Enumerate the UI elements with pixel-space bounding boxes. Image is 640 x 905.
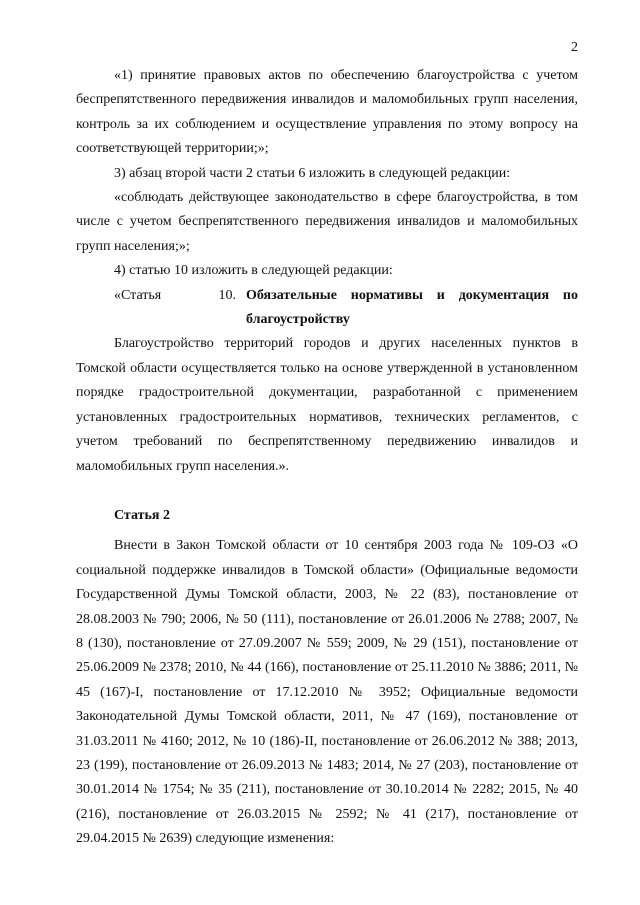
article-10-number: 10. (218, 287, 236, 303)
article-10-title-line-2: благоустройству (246, 312, 350, 328)
article-10-label (114, 284, 246, 333)
article-10-title-word: нормативы (350, 287, 423, 303)
paragraph-item-3: 3) абзац второй части 2 статьи 6 изложить в следующей редакции: (114, 165, 511, 181)
article-10-title-word: документация (458, 287, 550, 303)
article-10-title-line-1 (246, 284, 578, 308)
paragraph-article-10-body: Благоустройство территорий городов и других населенных пунктов в Томской области осуществляется только на основе утвержденной в установленном порядке градостроительной документации, разработанной с применением установленных градостроительных нормативов, технических регламентов, с учетом требований по беспрепятственному передвижению инвалидов и маломобильных групп населения.». (76, 336, 578, 474)
article-10-title-word: по (562, 287, 578, 303)
spacer (76, 479, 578, 504)
article-10-word: «Статья (114, 287, 162, 303)
article-2-heading: Статья 2 (114, 507, 170, 523)
paragraph-item-4: 4) статью 10 изложить в следующей редакции: (114, 263, 393, 279)
page-number: 2 (571, 40, 578, 55)
article-10-title (246, 284, 578, 333)
paragraph-quote-observe-law: «соблюдать действующее законодательство в сфере благоустройства, в том числе с учетом беспрепятственного передвижения инвалидов и маломобильных групп населения;»; (76, 190, 578, 254)
article-10-title-word: Обязательные (246, 287, 337, 303)
document-body (76, 64, 578, 852)
article-10-heading (76, 284, 578, 333)
paragraph-item-1-quote: «1) принятие правовых актов по обеспечению благоустройства с учетом беспрепятственного передвижения инвалидов и маломобильных групп населения, контроль за их соблюдением и осуществление управления по этому вопросу на соответствующей территории;»; (76, 68, 578, 157)
paragraph-article-2-body: Внести в Закон Томской области от 10 сентября 2003 года № 109-ОЗ «О социальной поддержке инвалидов в Томской области» (Официальные ведомости Государственной Думы Томской области, 2003, № 22 (83), постановление от 28.08.2003 № 790; 2006, № 50 (111), постановление от 26.01.2006 № 2788; 2007, № 8 (130), постановление от 27.09.2007 № 559; 2009, № 29 (151), постановление от 25.06.2009 № 2378; 2010, № 44 (166), постановление от 25.11.2010 № 3886; 2011, № 45 (167)-I, постановление от 17.12.2010 № 3952; Официальные ведомости Законодательной Думы Томской области, 2011, № 47 (169), постановление от 31.03.2011 № 4160; 2012, № 10 (186)-II, постановление от 26.06.2012 № 388; 2013, 23 (199), постановление от 26.09.2013 № 1483; 2014, № 27 (203), постановление от 30.01.2014 № 1754; № 35 (211), постановление от 30.10.2014 № 2282; 2015, № 40 (216), постановление от 26.03.2015 № 2592; № 41 (217), постановление от 29.04.2015 № 2639) следующие изменения: (76, 538, 578, 847)
article-10-title-word: и (436, 287, 445, 303)
